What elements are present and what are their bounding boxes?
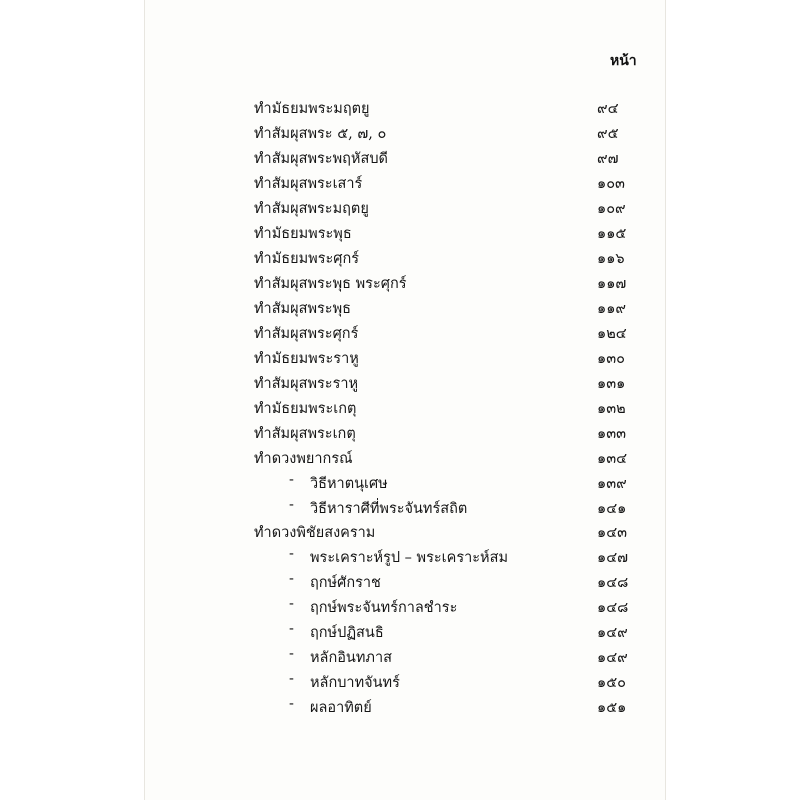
toc-entry-page: ๑๔๘ xyxy=(597,575,629,591)
toc-entry-page: ๑๔๙ xyxy=(597,650,628,666)
toc-entry-page: ๑๕๑ xyxy=(597,700,627,716)
toc-entry-title: ทำสัมผุสพระเสาร์ xyxy=(254,176,363,192)
subentry-dash: - xyxy=(289,497,294,513)
toc-entry-title: ทำสัมผุสพระ ๕, ๗, ๐ xyxy=(254,126,387,142)
toc-subentry xyxy=(0,472,800,496)
toc-subentry xyxy=(0,571,800,595)
toc-entry-title: ผลอาทิตย์ xyxy=(310,700,372,716)
subentry-dash: - xyxy=(289,472,294,488)
toc-entry-title: ทำมัธยมพระพุธ xyxy=(254,226,352,242)
toc-entry-page: ๑๓๙ xyxy=(597,476,627,492)
toc-entry xyxy=(0,297,800,321)
toc-entry-title: พระเคราะห์รูป – พระเคราะห์สม xyxy=(310,550,509,566)
toc-entry-page: ๑๔๗ xyxy=(597,550,629,566)
subentry-dash: - xyxy=(289,646,294,662)
toc-entry-page: ๑๓๐ xyxy=(597,351,625,367)
toc-entry xyxy=(0,422,800,446)
toc-entry xyxy=(0,397,800,421)
toc-entry xyxy=(0,197,800,221)
toc-entry-title: ทำสัมผุสพระพุธ พระศุกร์ xyxy=(254,276,407,292)
toc-entry xyxy=(0,147,800,171)
toc-entry-title: ทำสัมผุสพระพุธ xyxy=(254,301,351,317)
toc-entry xyxy=(0,322,800,346)
toc-entry-page: ๑๔๘ xyxy=(597,600,629,616)
toc-entry xyxy=(0,172,800,196)
toc-entry-title: ทำสัมผุสพระเกตุ xyxy=(254,426,356,442)
toc-entry-page: ๑๔๓ xyxy=(597,525,628,541)
toc-subentry xyxy=(0,596,800,620)
toc-entry-title: ทำมัธยมพระเกตุ xyxy=(254,401,357,417)
toc-entry-title: วิธีหาราศีที่พระจันทร์สถิต xyxy=(310,501,468,517)
toc-entry-page: ๑๓๒ xyxy=(597,401,626,417)
toc-entry xyxy=(0,122,800,146)
toc-subentry xyxy=(0,621,800,645)
toc-entry-title: หลักอินทภาส xyxy=(310,650,392,666)
subentry-dash: - xyxy=(289,571,294,587)
toc-entry-title: ทำสัมผุสพระพฤหัสบดี xyxy=(254,151,388,167)
toc-entry-title: ทำมัธยมพระมฤตยู xyxy=(254,101,370,117)
subentry-dash: - xyxy=(289,621,294,637)
toc-entry-title: วิธีหาตนุเศษ xyxy=(310,476,388,492)
toc-entry-title: ฤกษ์ศักราช xyxy=(310,575,381,591)
toc-entry xyxy=(0,521,800,545)
toc-subentry xyxy=(0,671,800,695)
toc-entry-page: ๑๓๓ xyxy=(597,426,627,442)
toc-entry-page: ๙๔ xyxy=(597,101,619,117)
toc-subentry xyxy=(0,546,800,570)
page-column-label: หน้า xyxy=(610,53,637,69)
toc-subentry xyxy=(0,646,800,670)
toc-entry xyxy=(0,372,800,396)
toc-subentry xyxy=(0,497,800,521)
toc-entry-page: ๑๔๑ xyxy=(597,501,627,517)
toc-entry-title: ทำมัธยมพระราหู xyxy=(254,351,359,367)
toc-entry-title: ทำสัมผุสพระราหู xyxy=(254,376,359,392)
toc-entry-title: หลักบาทจันทร์ xyxy=(310,675,400,691)
toc-entry-page: ๑๒๔ xyxy=(597,326,627,342)
toc-entry-page: ๙๕ xyxy=(597,126,619,142)
toc-entry-page: ๑๑๙ xyxy=(597,301,627,317)
toc-entry-page: ๑๓๔ xyxy=(597,451,628,467)
subentry-dash: - xyxy=(289,596,294,612)
toc-entry-title: ทำมัธยมพระศุกร์ xyxy=(254,251,360,267)
toc-entry-title: ทำสัมผุสพระศุกร์ xyxy=(254,326,359,342)
toc-entry xyxy=(0,347,800,371)
toc-entry xyxy=(0,247,800,271)
toc-entry-page: ๑๐๙ xyxy=(597,201,626,217)
toc-entry-page: ๑๑๗ xyxy=(597,276,627,292)
toc-entry-page: ๑๑๕ xyxy=(597,226,627,242)
toc-entry-page: ๑๐๓ xyxy=(597,176,625,192)
toc-entry-title: ฤกษ์พระจันทร์กาลชำระ xyxy=(310,600,458,616)
toc-entry-page: ๑๕๐ xyxy=(597,675,627,691)
toc-entry-page: ๑๑๖ xyxy=(597,251,625,267)
toc-entry-page: ๑๔๙ xyxy=(597,625,628,641)
toc-entry xyxy=(0,222,800,246)
toc-entry-title: ฤกษ์ปฏิสนธิ xyxy=(310,625,384,641)
toc-entry-title: ทำดวงพิชัยสงคราม xyxy=(254,525,376,541)
subentry-dash: - xyxy=(289,546,294,562)
toc-entry xyxy=(0,272,800,296)
toc-entry xyxy=(0,97,800,121)
toc-entry xyxy=(0,447,800,471)
toc-entry-page: ๙๗ xyxy=(597,151,619,167)
toc-entry-title: ทำดวงพยากรณ์ xyxy=(254,451,353,467)
subentry-dash: - xyxy=(289,696,294,712)
toc-subentry xyxy=(0,696,800,720)
toc-entry-page: ๑๓๑ xyxy=(597,376,626,392)
subentry-dash: - xyxy=(289,671,294,687)
toc-entry-title: ทำสัมผุสพระมฤตยู xyxy=(254,201,369,217)
